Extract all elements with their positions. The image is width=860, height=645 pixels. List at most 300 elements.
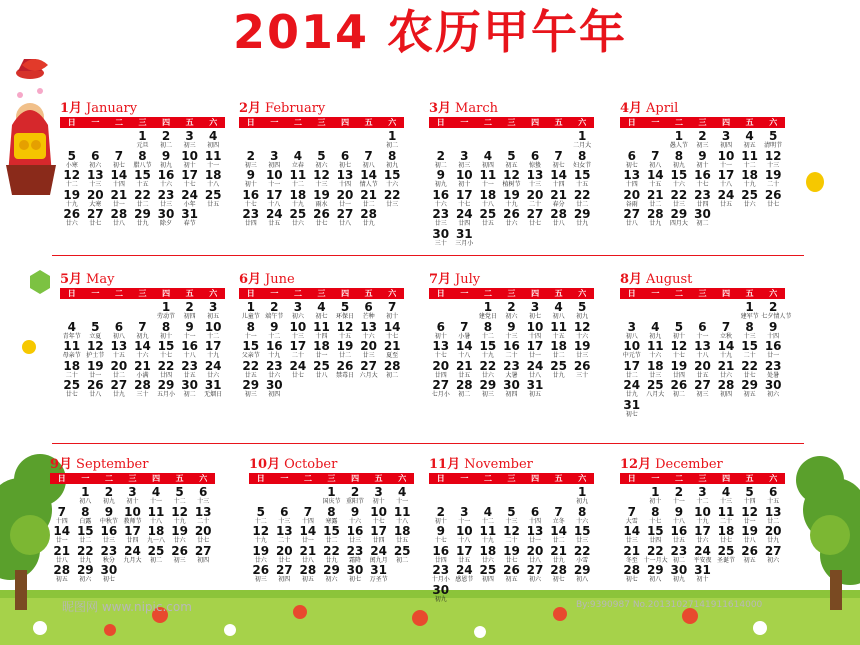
day-number: 1 — [577, 485, 587, 499]
day-number: 28 — [53, 563, 71, 577]
day-cell — [738, 150, 762, 169]
lunar-label: 廿八 — [552, 220, 565, 227]
day-cell — [453, 545, 477, 564]
day-cell — [761, 130, 785, 149]
month-title — [239, 97, 325, 116]
month-title — [60, 268, 114, 287]
day-cell — [286, 321, 310, 340]
day-number: 4 — [397, 485, 407, 499]
day-cell — [500, 208, 524, 227]
day-cell — [343, 525, 367, 544]
day-cell — [714, 169, 738, 188]
day-cell — [178, 150, 202, 169]
day-cell — [357, 360, 381, 379]
weekday-label: 六 — [769, 289, 778, 298]
lunar-label: 十七 — [458, 200, 471, 208]
lunar-label: 初八 — [649, 576, 662, 583]
day-cell — [453, 189, 477, 208]
day-number: 26 — [741, 543, 758, 558]
day-number: 20 — [526, 543, 544, 558]
day-cell — [523, 321, 547, 340]
lunar-label: 初九 — [386, 161, 399, 169]
day-cell — [249, 545, 273, 564]
day-number: 8 — [161, 319, 171, 334]
day-cell — [547, 150, 571, 169]
day-cell — [453, 321, 477, 340]
day-cell — [691, 208, 715, 227]
day-cell — [667, 169, 691, 188]
month-4 — [610, 97, 788, 272]
lunar-label: 小暑 — [458, 332, 471, 340]
day-number: 9 — [350, 504, 360, 519]
day-number: 23 — [265, 358, 283, 373]
lunar-label: 廿三 — [362, 352, 375, 359]
month-5 — [50, 268, 228, 443]
lunar-label: 十七 — [672, 352, 685, 359]
lunar-label: 廿五 — [696, 371, 709, 379]
weekday-label: 五 — [745, 474, 754, 483]
lunar-label: 二月大 — [573, 142, 592, 149]
page-title: 2014 农历甲午年 — [232, 5, 628, 59]
lunar-label: 建军节 — [740, 313, 759, 320]
lunar-label: 初二 — [672, 391, 685, 398]
day-number: 11 — [479, 524, 497, 538]
day-cell — [333, 340, 357, 359]
day-number: 17 — [455, 543, 473, 558]
lunar-label: 廿六 — [254, 556, 267, 564]
weekday-label: 日 — [256, 474, 265, 483]
day-number: 6 — [436, 319, 445, 334]
day-cell — [691, 340, 715, 359]
day-number: 2 — [674, 485, 684, 499]
lunar-label: 感恩节 — [455, 576, 474, 583]
lunar-label: 廿七 — [505, 556, 518, 564]
lunar-label: 十二 — [207, 332, 220, 340]
lunar-label: 十四 — [339, 181, 352, 188]
day-number: 25 — [204, 187, 222, 202]
lunar-label: 十八 — [672, 517, 685, 525]
lunar-label: 霜降 — [349, 556, 362, 564]
day-number: 11 — [741, 148, 758, 163]
lunar-label: 二十 — [197, 517, 210, 525]
day-cell — [333, 208, 357, 227]
weekday-label: 四 — [722, 118, 731, 127]
day-cell — [263, 301, 287, 320]
day-number: 22 — [646, 543, 664, 558]
day-cell — [50, 545, 74, 564]
day-number: 6 — [627, 148, 636, 163]
day-cell — [761, 169, 785, 188]
weekday-label: 四 — [351, 474, 360, 483]
lunar-label: 廿五 — [268, 220, 281, 227]
day-number: 25 — [479, 563, 497, 577]
lunar-label: 初四 — [720, 391, 733, 398]
lunar-label: 十三 — [505, 517, 518, 525]
day-number: 17 — [526, 339, 544, 353]
day-number: 11 — [147, 504, 165, 519]
day-cell — [761, 545, 785, 564]
lunar-label: 初七 — [102, 576, 115, 583]
lunar-label: 初八 — [552, 313, 565, 320]
weekday-label: 三 — [507, 289, 516, 298]
day-cell — [131, 321, 155, 340]
day-cell — [691, 360, 715, 379]
lunar-label: 廿九 — [576, 220, 589, 227]
day-number: 4 — [293, 148, 303, 163]
day-cell — [761, 321, 785, 340]
lunar-label: 初二 — [160, 142, 173, 149]
day-number: 22 — [76, 543, 94, 558]
day-number: 24 — [181, 187, 198, 202]
day-number: 1 — [577, 129, 587, 143]
day-number: 17 — [370, 524, 387, 538]
lunar-label: 初二 — [434, 161, 447, 169]
lunar-label: 廿三 — [160, 200, 173, 208]
day-cell — [286, 208, 310, 227]
day-cell — [74, 545, 98, 564]
lunar-label: 廿四 — [458, 220, 471, 227]
lunar-label: 护士节 — [86, 352, 105, 359]
day-number: 21 — [646, 187, 664, 202]
day-number: 6 — [280, 504, 289, 519]
day-number: 24 — [694, 543, 711, 558]
lunar-label: 立春 — [291, 161, 304, 169]
lunar-label: 芒种 — [362, 313, 375, 320]
weekday-label: 三 — [138, 289, 147, 298]
day-number: 4 — [554, 300, 563, 314]
day-number: 27 — [432, 378, 450, 392]
lunar-label: 十五 — [649, 181, 662, 188]
day-number: 21 — [383, 339, 401, 353]
day-cell — [500, 525, 524, 544]
lunar-label: 廿七 — [197, 537, 210, 544]
day-number: 13 — [110, 339, 128, 353]
lunar-label: 初六 — [505, 313, 518, 320]
weekday-label: 日 — [436, 474, 445, 483]
day-number: 18 — [717, 524, 735, 538]
lunar-label: 初七 — [315, 313, 328, 320]
day-cell — [667, 189, 691, 208]
day-number: 22 — [383, 187, 401, 202]
lunar-label: 三月小 — [455, 239, 474, 247]
lunar-label: 廿四 — [244, 220, 257, 227]
day-number: 12 — [336, 319, 354, 334]
day-number: 7 — [460, 319, 469, 334]
day-cell — [131, 340, 155, 359]
lunar-label: 十四 — [743, 498, 756, 505]
day-number: 2 — [104, 485, 114, 499]
day-cell — [60, 340, 84, 359]
lunar-label: 妇女节 — [573, 161, 592, 169]
day-cell — [547, 321, 571, 340]
day-cell — [50, 506, 74, 525]
day-number: 14 — [383, 319, 401, 334]
day-cell — [310, 321, 334, 340]
month-cn: 10月 — [249, 457, 281, 472]
lunar-label: 十一 — [207, 161, 220, 169]
day-number: 30 — [694, 207, 711, 221]
day-number: 17 — [204, 339, 222, 353]
day-cell — [667, 208, 691, 227]
day-number: 23 — [694, 187, 711, 202]
weekday-label: 五 — [374, 474, 383, 483]
day-cell — [738, 360, 762, 379]
lunar-label: 廿五 — [720, 200, 733, 208]
lunar-label: 廿二 — [649, 200, 662, 208]
lunar-label: 十八 — [396, 517, 409, 525]
day-number: 15 — [383, 168, 401, 182]
day-cell — [296, 506, 320, 525]
weekday-label: 四 — [722, 289, 731, 298]
day-number: 12 — [503, 168, 520, 182]
day-number: 27 — [86, 207, 104, 221]
day-number: 4 — [721, 485, 731, 499]
lunar-label: 廿七 — [89, 220, 102, 227]
weekday-label: 四 — [162, 289, 171, 298]
lunar-label: 十四 — [552, 181, 565, 188]
day-cell — [144, 525, 168, 544]
day-number: 3 — [698, 485, 707, 499]
day-cell — [738, 545, 762, 564]
day-cell — [178, 379, 202, 398]
day-cell — [547, 506, 571, 525]
lunar-label: 廿六 — [291, 220, 304, 227]
day-cell — [476, 321, 500, 340]
day-cell — [263, 340, 287, 359]
day-cell — [239, 150, 263, 169]
day-cell — [476, 150, 500, 169]
day-cell — [97, 525, 121, 544]
weekday-label: 二 — [293, 289, 302, 298]
day-number: 20 — [194, 524, 212, 538]
day-number: 11 — [204, 148, 222, 163]
lunar-label: 初七 — [552, 161, 565, 169]
day-cell — [570, 525, 594, 544]
day-cell — [286, 301, 310, 320]
lunar-label: 十一 — [458, 517, 471, 525]
weekday-header — [429, 117, 594, 128]
day-cell — [691, 525, 715, 544]
day-number: 20 — [275, 543, 293, 558]
day-number: 2 — [768, 300, 778, 314]
lunar-label: 初三 — [458, 161, 471, 169]
lunar-label: 初九 — [434, 181, 447, 188]
day-cell — [367, 564, 391, 583]
day-cell — [691, 486, 715, 505]
lunar-label: 十七 — [386, 332, 399, 340]
day-cell — [310, 301, 334, 320]
weekday-label: 日 — [436, 289, 445, 298]
weekday-label: 六 — [209, 118, 218, 127]
lunar-label: 三十 — [576, 371, 589, 379]
day-cell — [500, 169, 524, 188]
lunar-label: 三十 — [136, 391, 149, 398]
day-number: 16 — [100, 524, 118, 538]
day-cell — [714, 321, 738, 340]
day-number: 21 — [550, 187, 567, 202]
lunar-label: 初五 — [743, 391, 756, 398]
lunar-label: 十六 — [672, 181, 685, 188]
day-cell — [644, 564, 668, 583]
day-number: 28 — [134, 378, 151, 392]
lunar-label: 初三 — [696, 391, 709, 398]
day-number: 29 — [573, 207, 591, 221]
month-7 — [419, 268, 597, 443]
day-cell — [620, 150, 644, 169]
weekday-label: 四 — [722, 474, 731, 483]
day-number: 14 — [550, 168, 567, 182]
day-number: 27 — [336, 207, 354, 221]
day-number: 12 — [252, 524, 270, 538]
lunar-label: 初十 — [183, 161, 196, 169]
lunar-label: 春分 — [552, 200, 565, 208]
month-9 — [40, 453, 218, 628]
day-cell — [201, 340, 225, 359]
day-number: 19 — [63, 187, 81, 202]
weekday-label: 一 — [460, 289, 469, 298]
weekday-label: 五 — [554, 289, 563, 298]
day-number: 22 — [670, 187, 688, 202]
weekday-header — [239, 117, 404, 128]
day-number: 30 — [670, 563, 688, 577]
lunar-label: 十八 — [183, 352, 196, 359]
day-number: 25 — [479, 207, 497, 221]
lunar-label: 廿六 — [505, 220, 518, 227]
lunar-label: 劳动节 — [157, 313, 176, 320]
lunar-label: 廿三 — [576, 537, 589, 544]
lunar-label: 廿八 — [625, 220, 638, 227]
lunar-label: 十七 — [183, 181, 196, 188]
lunar-label: 十二 — [743, 161, 756, 169]
day-cell — [429, 150, 453, 169]
weekday-label: 六 — [209, 289, 218, 298]
lunar-label: 二十 — [65, 371, 78, 379]
day-cell — [761, 506, 785, 525]
day-number: 29 — [242, 378, 260, 392]
month-title — [60, 97, 137, 116]
day-number: 20 — [110, 358, 128, 373]
day-number: 21 — [455, 358, 473, 373]
day-cell — [667, 564, 691, 583]
weekday-label: 六 — [769, 474, 778, 483]
day-cell — [273, 564, 297, 583]
day-cell — [343, 506, 367, 525]
day-cell — [738, 189, 762, 208]
lunar-label: 大暑 — [505, 371, 518, 379]
lunar-label: 十一 — [183, 332, 196, 340]
day-number: 14 — [646, 168, 664, 182]
lunar-label: 初三 — [696, 142, 709, 149]
day-number: 12 — [741, 504, 758, 519]
lunar-label: 十三 — [767, 161, 780, 169]
day-number: 12 — [764, 148, 782, 163]
weekday-label: 三 — [128, 474, 137, 483]
day-number: 21 — [717, 358, 735, 373]
day-number: 8 — [577, 504, 587, 519]
lunar-label: 初九 — [102, 498, 115, 505]
lunar-label: 十一 — [672, 498, 685, 505]
day-cell — [154, 189, 178, 208]
day-cell — [523, 564, 547, 583]
day-cell — [121, 545, 145, 564]
day-cell — [570, 208, 594, 227]
day-number: 22 — [323, 543, 340, 558]
day-cell — [500, 360, 524, 379]
day-number: 27 — [623, 207, 641, 221]
day-number: 13 — [526, 524, 544, 538]
weekday-header — [429, 288, 594, 299]
lunar-label: 初七 — [339, 161, 352, 169]
lunar-label: 十五 — [576, 181, 589, 188]
lunar-label: 初十 — [126, 498, 139, 505]
day-cell — [131, 379, 155, 398]
day-number: 8 — [138, 148, 147, 163]
day-number: 15 — [646, 524, 664, 538]
day-number: 6 — [364, 300, 373, 314]
lunar-label: 元旦 — [136, 142, 149, 149]
day-number: 16 — [242, 187, 260, 202]
lunar-label: 廿六 — [268, 371, 281, 379]
weekday-header — [60, 288, 225, 299]
weekday-label: 六 — [398, 474, 407, 483]
day-number: 18 — [550, 339, 567, 353]
lunar-label: 廿九 — [79, 556, 92, 564]
day-number: 4 — [67, 319, 76, 334]
day-number: 7 — [554, 148, 563, 163]
day-cell — [691, 321, 715, 340]
month-cn: 7月 — [429, 272, 452, 287]
lunar-label: 初七 — [529, 313, 542, 320]
day-number: 6 — [198, 485, 208, 499]
day-number: 20 — [526, 187, 544, 202]
yellow-dot — [22, 340, 36, 354]
lunar-label: 十四 — [315, 332, 328, 340]
day-number: 14 — [550, 524, 567, 538]
day-number: 29 — [741, 378, 758, 392]
lunar-label: 廿五 — [458, 556, 471, 564]
day-cell — [310, 360, 334, 379]
day-cell — [453, 525, 477, 544]
day-number: 20 — [432, 358, 450, 373]
day-number: 25 — [741, 187, 758, 202]
day-number: 26 — [670, 378, 688, 392]
lunar-label: 廿九 — [112, 391, 125, 398]
day-number: 24 — [370, 543, 387, 558]
day-number: 14 — [110, 168, 128, 182]
day-number: 19 — [573, 339, 591, 353]
day-number: 12 — [503, 524, 520, 538]
weekday-label: 四 — [341, 118, 350, 127]
lunar-label: 立冬 — [552, 517, 565, 525]
lunar-label: 秋分 — [102, 556, 115, 564]
lunar-label: 廿四 — [434, 371, 447, 379]
lunar-label: 愚人节 — [669, 142, 688, 149]
month-title — [620, 97, 678, 116]
day-cell — [367, 506, 391, 525]
lunar-label: 廿八 — [112, 220, 125, 227]
day-cell — [570, 189, 594, 208]
day-cell — [476, 379, 500, 398]
weekday-label: 日 — [246, 118, 255, 127]
day-number: 7 — [138, 319, 147, 334]
day-cell — [453, 379, 477, 398]
lunar-label: 十九 — [268, 352, 281, 359]
day-cell — [691, 189, 715, 208]
day-number: 2 — [436, 148, 445, 163]
lunar-label: 初八 — [112, 332, 125, 340]
lunar-label: 十五 — [136, 181, 149, 188]
day-cell — [178, 208, 202, 227]
